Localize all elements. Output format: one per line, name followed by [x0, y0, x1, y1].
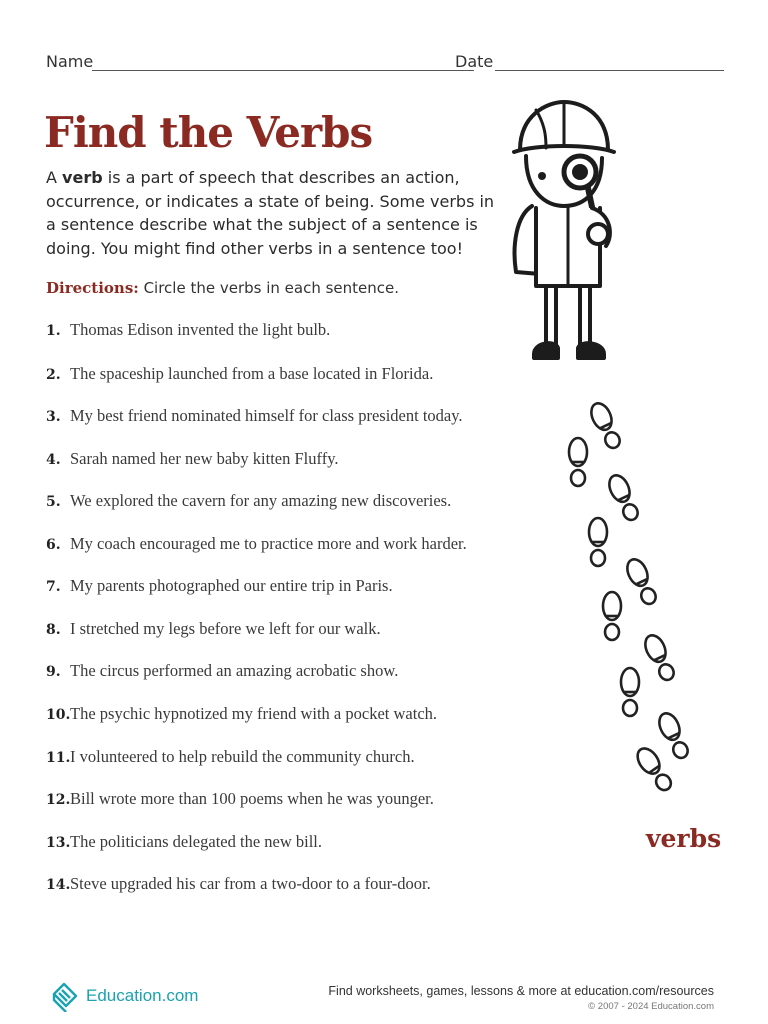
- list-item: [46, 661, 398, 683]
- item-sentence[interactable]: Steve upgraded his car from a two-door to a four-door.: [70, 874, 431, 893]
- item-number: 11.: [46, 750, 71, 766]
- list-item: [46, 704, 437, 726]
- footer-copyright: © 2007 - 2024 Education.com: [588, 1001, 714, 1012]
- intro-text-rest: is a part of speech that describes an action, occurrence, or indicates a state of being. Some verbs in a sentence describe what the subject of a sentence is doing. You might find other verbs in a sentence too!: [46, 168, 495, 258]
- item-number: 8.: [46, 622, 61, 638]
- footprint-icon: [569, 438, 587, 486]
- item-sentence[interactable]: Bill wrote more than 100 poems when he was younger.: [70, 789, 434, 808]
- directions-label: Directions:: [46, 279, 139, 297]
- name-label: Name: [46, 52, 94, 71]
- list-item: [46, 534, 467, 556]
- item-number: 5.: [46, 494, 61, 510]
- topic-tag: verbs: [646, 824, 722, 853]
- list-item: [46, 874, 431, 896]
- education-logo-icon: [50, 980, 80, 1012]
- list-item: [46, 491, 451, 513]
- item-sentence[interactable]: The circus performed an amazing acrobatic show.: [70, 661, 399, 680]
- list-item: [46, 619, 381, 641]
- list-item: [46, 576, 393, 598]
- item-number: 13.: [46, 835, 71, 851]
- list-item: [46, 364, 433, 386]
- item-sentence[interactable]: My parents photographed our entire trip in Paris.: [70, 576, 393, 595]
- item-sentence[interactable]: The psychic hypnotized my friend with a pocket watch.: [70, 704, 438, 723]
- item-sentence[interactable]: I stretched my legs before we left for our walk.: [70, 619, 381, 638]
- footer-cta[interactable]: Find worksheets, games, lessons & more at education.com/resources: [328, 984, 714, 998]
- footprint-icon: [621, 668, 639, 716]
- directions: [46, 279, 399, 297]
- footer-brand: Education.com: [86, 986, 199, 1005]
- item-number: 10.: [46, 707, 71, 723]
- name-field-line[interactable]: [92, 70, 474, 71]
- item-sentence[interactable]: My best friend nominated himself for class president today.: [70, 406, 463, 425]
- footprint-icon: [633, 744, 675, 792]
- list-item: [46, 449, 339, 471]
- footprint-icon: [641, 632, 678, 683]
- item-number: 12.: [46, 792, 71, 808]
- item-number: 4.: [46, 452, 61, 468]
- detective-illustration: [506, 96, 622, 372]
- item-number: 7.: [46, 579, 61, 595]
- intro-bold-word: verb: [62, 168, 103, 187]
- footprint-icon: [587, 400, 624, 451]
- item-number: 1.: [46, 323, 61, 339]
- footer-text: [328, 984, 714, 1012]
- list-item: [46, 832, 322, 854]
- item-sentence[interactable]: We explored the cavern for any amazing new discoveries.: [70, 491, 452, 510]
- item-sentence[interactable]: The spaceship launched from a base located in Florida.: [70, 364, 434, 383]
- footer-logo[interactable]: [50, 978, 198, 1014]
- list-item: [46, 406, 463, 428]
- item-number: 14.: [46, 877, 71, 893]
- page-title: Find the Verbs: [44, 108, 373, 157]
- intro-text-start: A: [46, 168, 63, 187]
- directions-text: Circle the verbs in each sentence.: [138, 279, 400, 297]
- list-item: [46, 320, 330, 342]
- item-sentence[interactable]: I volunteered to help rebuild the community church.: [70, 747, 415, 766]
- item-number: 2.: [46, 367, 61, 383]
- intro-paragraph: [46, 166, 498, 260]
- footprint-icon: [655, 710, 692, 761]
- footprint-icon: [589, 518, 607, 566]
- item-number: 3.: [46, 409, 61, 425]
- item-number: 6.: [46, 537, 61, 553]
- footprint-icon: [603, 592, 621, 640]
- item-sentence[interactable]: Sarah named her new baby kitten Fluffy.: [70, 449, 339, 468]
- item-sentence[interactable]: The politicians delegated the new bill.: [70, 832, 323, 851]
- date-field-line[interactable]: [495, 70, 724, 71]
- date-label: Date: [455, 52, 494, 71]
- footprints-illustration: [552, 392, 702, 792]
- item-number: 9.: [46, 664, 61, 680]
- list-item: [46, 747, 415, 769]
- item-sentence[interactable]: My coach encouraged me to practice more and work harder.: [70, 534, 467, 553]
- list-item: [46, 789, 434, 811]
- item-sentence[interactable]: Thomas Edison invented the light bulb.: [70, 320, 331, 339]
- name-date-row: [46, 52, 724, 74]
- footprint-icon: [605, 472, 642, 523]
- footprint-icon: [623, 556, 660, 607]
